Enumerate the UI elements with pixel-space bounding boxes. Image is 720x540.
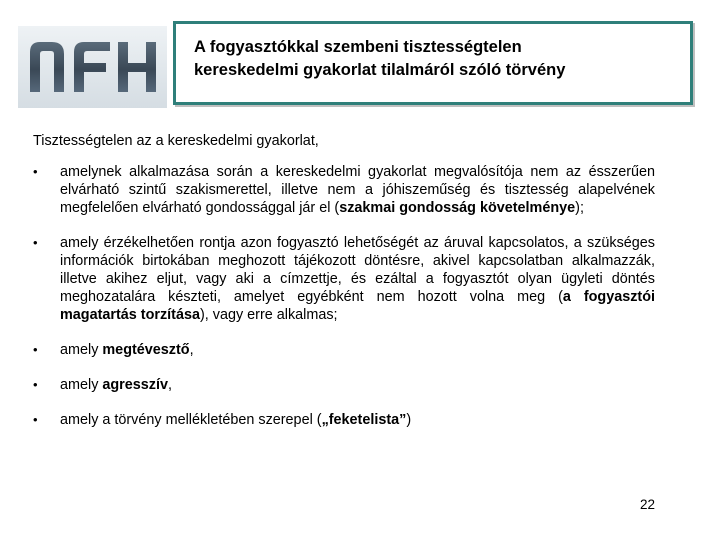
- list-item: [33, 341, 655, 359]
- bullet-marker: •: [33, 235, 38, 250]
- slide-title-box: [173, 21, 693, 105]
- bullet-marker: •: [33, 412, 38, 427]
- bullet-text: amely megtévesztő,: [60, 342, 194, 358]
- list-item: [33, 376, 655, 394]
- bullet-text: amelynek alkalmazása során a kereskedelmi gyakorlat megvalósítója nem az ésszerűen elvárható szintű szakismerettel, illetve nem a jóhiszeműség és tisztesség alapelvének megfelelően elvárható gondossággal jár el (szakmai gondosság követelménye);: [60, 164, 655, 216]
- bullet-text: amely a törvény mellékletében szerepel („feketelista”): [60, 412, 412, 428]
- list-item: [33, 163, 655, 217]
- list-item: [33, 411, 655, 429]
- bullet-text: amely agresszív,: [60, 377, 172, 393]
- nfh-logo: [18, 26, 167, 108]
- bullet-list: [33, 163, 655, 446]
- nfh-logo-icon: [18, 26, 167, 108]
- bullet-text: amely érzékelhetően rontja azon fogyasztó lehetőségét az áruval kapcsolatos, a szükséges információk birtokában meghozott tájékozott döntésre, akivel kapcsolatban alkalmazzák, illetve akihez eljut, vagy aki a címzettje, és ezáltal a fogyasztót olyan ügyleti döntés meghozatalára készteti, amelyet egyébként nem hozott volna meg (a fogyasztói magatartás torzítása), vagy erre alkalmas;: [60, 235, 655, 323]
- list-item: [33, 234, 655, 324]
- bullet-marker: •: [33, 342, 38, 357]
- slide-title-line-1: A fogyasztókkal szembeni tisztességtelen: [194, 38, 522, 56]
- bullet-marker: •: [33, 377, 38, 392]
- page-number: 22: [640, 497, 656, 512]
- bullet-marker: •: [33, 164, 38, 179]
- intro-text: Tisztességtelen az a kereskedelmi gyakorlat,: [33, 133, 319, 149]
- slide-title-line-2: kereskedelmi gyakorlat tilalmáról szóló törvény: [194, 61, 566, 79]
